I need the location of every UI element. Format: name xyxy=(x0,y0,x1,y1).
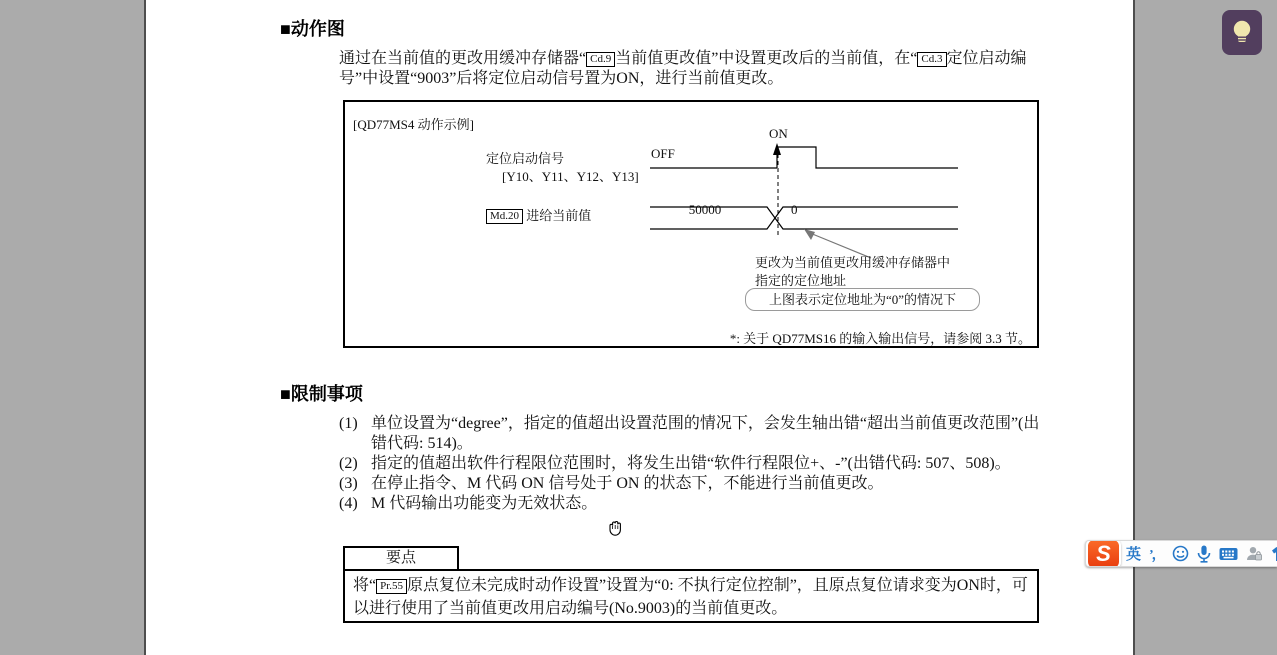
ime-toolbar[interactable] xyxy=(1085,540,1277,567)
point-text-1: 将“ xyxy=(353,577,377,594)
intro-text-3: 定位启动编号”中设置“9003”后将定位启动信号置为ON，进行当前值更改。 xyxy=(339,50,1027,87)
restriction-item xyxy=(339,414,1055,454)
point-box xyxy=(343,569,1039,623)
on-label: ON xyxy=(769,126,788,141)
emoji-icon[interactable] xyxy=(1172,545,1189,562)
intro-paragraph xyxy=(339,49,1045,89)
item-marker: (3) xyxy=(339,475,358,492)
skin-theme-icon[interactable] xyxy=(1271,546,1277,562)
value-after: 0 xyxy=(791,202,798,217)
value-before: 50000 xyxy=(688,202,722,217)
voice-input-icon[interactable] xyxy=(1197,545,1211,563)
restriction-list xyxy=(339,414,1055,514)
section-heading-restrictions: ■限制事项 xyxy=(280,384,363,404)
section-heading-action-diagram: ■动作图 xyxy=(280,19,345,39)
assistant-bulb-button[interactable] xyxy=(1222,10,1262,55)
off-label: OFF xyxy=(651,146,675,161)
diagram-example-label: [QD77MS4 动作示例] xyxy=(353,117,474,132)
diagram-footnote: *: 关于 QD77MS16 的输入输出信号，请参阅 3.3 节。 xyxy=(729,331,1031,346)
change-note-line1: 更改为当前值更改用缓冲存储器中 xyxy=(755,255,951,270)
item-marker: (2) xyxy=(339,455,358,472)
item-text: 单位设置为“degree”，指定的值超出设置范围的情况下，会发生轴出错“超出当前值更改范围”(出错代码: 514)。 xyxy=(371,415,1040,452)
point-text-2: 原点复位未完成时动作设置”设置为“0: 不执行定位控制”，且原点复位请求变为ON时，可以进行使用了当前值更改用启动编号(No.9003)的当前值更改。 xyxy=(353,577,1028,617)
bracket-note: 上图表示定位地址为“0”的情况下 xyxy=(745,288,980,311)
start-signal-label: 定位启动信号 xyxy=(486,151,565,166)
lightbulb-icon xyxy=(1231,18,1253,48)
start-signal-devices: [Y10、Y11、Y12、Y13] xyxy=(502,169,639,184)
item-text: 在停止指令、M 代码 ON 信号处于 ON 的状态下，不能进行当前值更改。 xyxy=(371,475,884,492)
intro-text-2: 当前值更改值”中设置更改后的当前值，在“ xyxy=(615,50,918,67)
operation-diagram-box xyxy=(343,100,1039,348)
intro-text-1: 通过在当前值的更改用缓冲存储器“ xyxy=(339,50,587,67)
soft-keyboard-icon[interactable] xyxy=(1219,547,1238,561)
sogou-logo[interactable]: S xyxy=(1086,540,1121,567)
feed-current-value-label xyxy=(486,205,591,224)
md20-tag: Md.20 xyxy=(486,209,523,224)
change-note-line2: 指定的定位地址 xyxy=(755,273,847,288)
restriction-item xyxy=(339,474,1055,494)
feed-current-value-text: 进给当前值 xyxy=(526,208,592,223)
cd3-tag: Cd.3 xyxy=(917,52,946,67)
pr55-tag: Pr.55 xyxy=(376,579,407,594)
restriction-item xyxy=(339,494,1055,514)
account-login-icon[interactable] xyxy=(1246,546,1263,562)
hand-grab-cursor xyxy=(604,517,626,544)
item-text: M 代码输出功能变为无效状态。 xyxy=(371,495,598,512)
pdf-page xyxy=(144,0,1135,655)
cd9-tag: Cd.9 xyxy=(586,52,615,67)
ime-language-mode[interactable]: 英 xyxy=(1126,546,1142,563)
item-marker: (1) xyxy=(339,415,358,432)
point-box-tab: 要点 xyxy=(343,546,459,571)
ime-punctuation-toggle[interactable]: ’， xyxy=(1149,547,1164,563)
item-text: 指定的值超出软件行程限位范围时，将发生出错“软件行程限位+、-”(出错代码: 507、508)。 xyxy=(371,455,1011,472)
item-marker: (4) xyxy=(339,495,358,512)
restriction-item xyxy=(339,454,1055,474)
